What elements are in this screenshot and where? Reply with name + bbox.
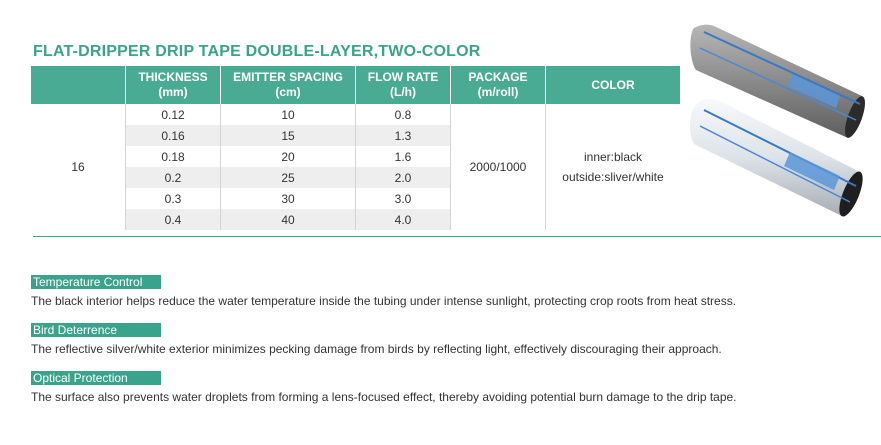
spacing-cell: 25 <box>221 167 356 188</box>
color-outside: outside:sliver/white <box>562 170 664 184</box>
feature-label: Temperature Control <box>31 275 161 289</box>
drip-tape-pipes-image <box>690 22 865 222</box>
flow-cell: 2.0 <box>356 167 451 188</box>
feature-label: Bird Deterrence <box>31 323 161 337</box>
flow-cell: 1.3 <box>356 125 451 146</box>
package-cell: 2000/1000 <box>451 104 546 230</box>
feature-label: Optical Protection <box>31 371 161 385</box>
thickness-cell: 0.3 <box>126 188 221 209</box>
flow-cell: 1.6 <box>356 146 451 167</box>
table-header-row <box>31 66 680 104</box>
thickness-cell: 0.4 <box>126 209 221 230</box>
spec-table <box>31 66 680 230</box>
feature-bird-deterrence <box>31 321 871 356</box>
feature-description: The surface also prevents water droplets from forming a lens-focused effect, thereby avoiding potential burn damage to the drip tape. <box>31 390 737 404</box>
thickness-cell: 0.12 <box>126 104 221 125</box>
feature-temperature-control <box>31 273 871 308</box>
spacing-cell: 30 <box>221 188 356 209</box>
diameter-cell: 16 <box>31 104 126 230</box>
page-title: FLAT-DRIPPER DRIP TAPE DOUBLE-LAYER,TWO-COLOR <box>33 43 481 60</box>
feature-description: The black interior helps reduce the water temperature inside the tubing under intense sunlight, protecting crop roots from heat stress. <box>31 294 737 308</box>
thickness-cell: 0.18 <box>126 146 221 167</box>
thickness-cell: 0.16 <box>126 125 221 146</box>
header-package: PACKAGE (m/roll) <box>451 66 546 104</box>
spacing-cell: 20 <box>221 146 356 167</box>
feature-optical-protection <box>31 369 871 404</box>
header-emitter-spacing: EMITTER SPACING (cm) <box>221 66 356 104</box>
spacing-cell: 40 <box>221 209 356 230</box>
color-inner: inner:black <box>583 150 643 164</box>
feature-description: The reflective silver/white exterior minimizes pecking damage from birds by reflecting light, effectively discouraging their approach. <box>31 342 722 356</box>
flow-cell: 3.0 <box>356 188 451 209</box>
header-diameter <box>31 66 126 104</box>
table-row <box>31 104 680 125</box>
header-flow-rate: FLOW RATE (L/h) <box>356 66 451 104</box>
flow-cell: 0.8 <box>356 104 451 125</box>
thickness-cell: 0.2 <box>126 167 221 188</box>
flow-cell: 4.0 <box>356 209 451 230</box>
header-color: COLOR <box>546 66 681 104</box>
spacing-cell: 10 <box>221 104 356 125</box>
color-cell <box>546 104 681 230</box>
table-bottom-rule <box>33 236 881 237</box>
header-thickness: THICKNESS (mm) <box>126 66 221 104</box>
spacing-cell: 15 <box>221 125 356 146</box>
